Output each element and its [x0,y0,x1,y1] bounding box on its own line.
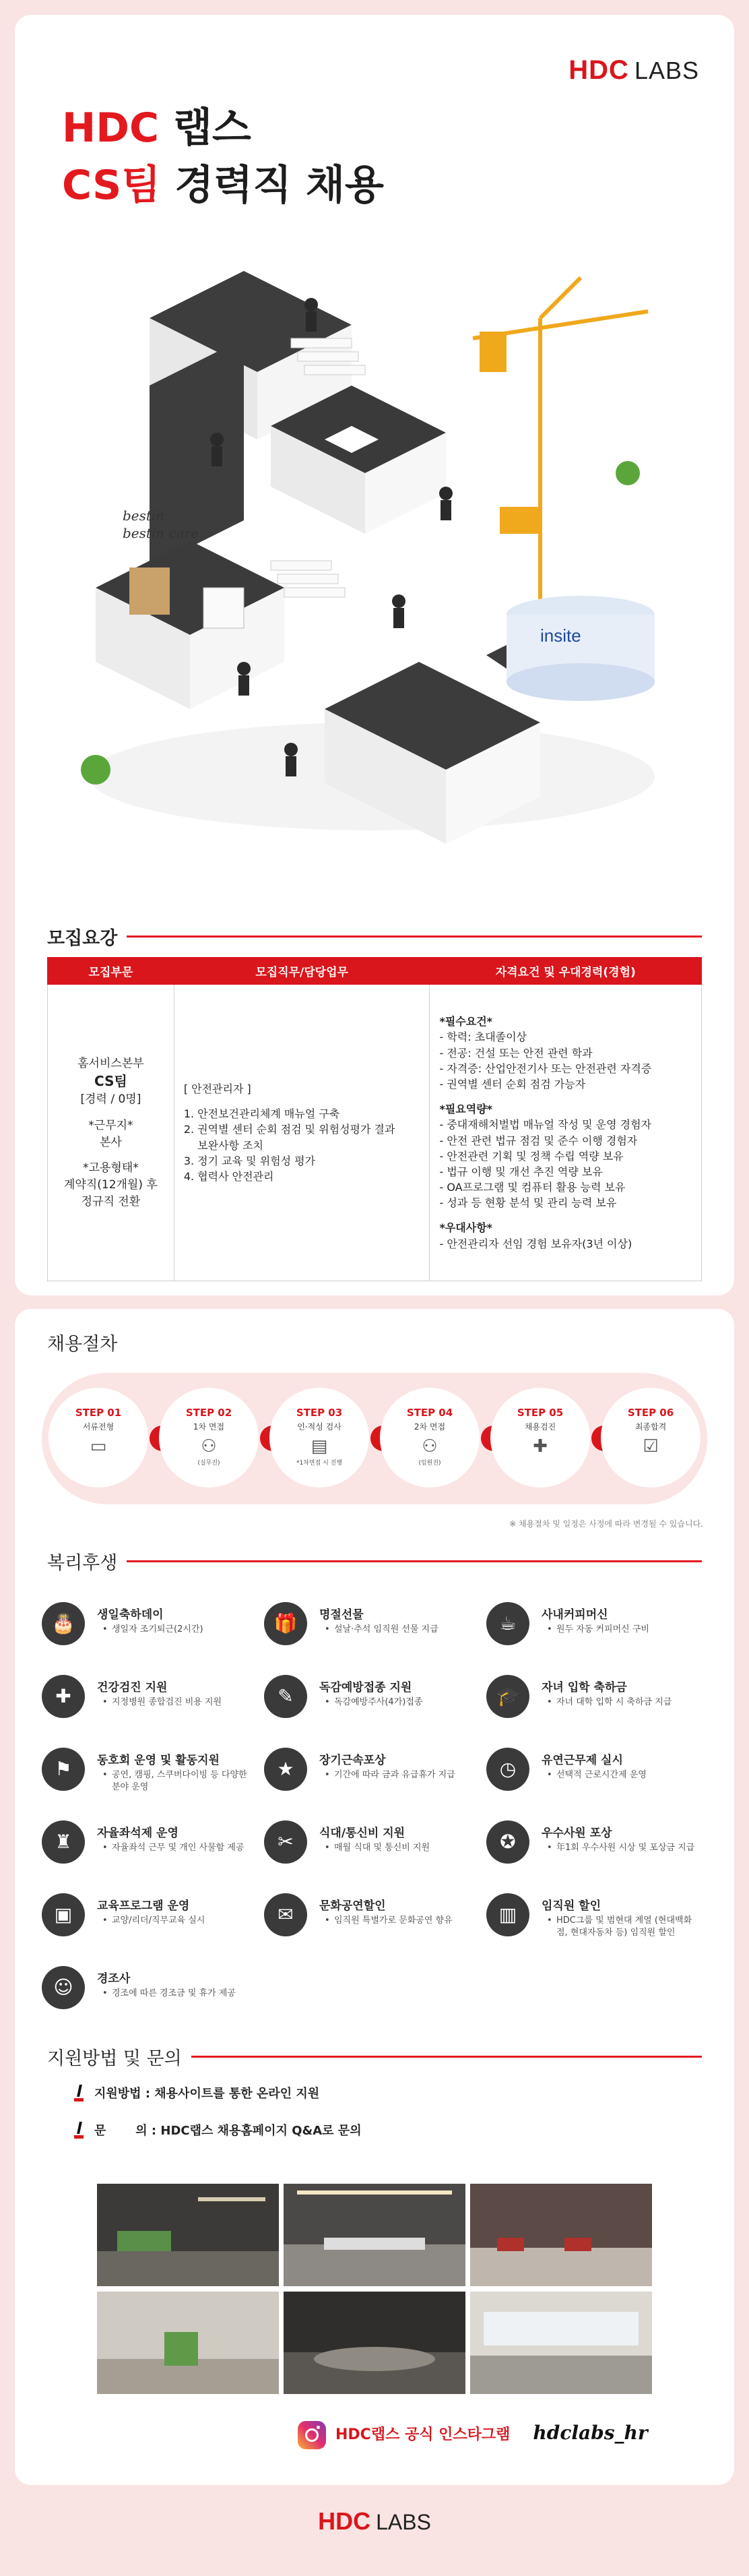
benefit-item: ✎ 독감예방접종 지원 • 독감예방주사(4가)접종 [264,1675,480,1733]
benefits-heading: 복리후생 [47,1548,702,1575]
benefit-item: ☕ 사내커피머신 • 원두 자동 커피머신 구비 [486,1602,702,1660]
office-photo-cafe [470,2184,652,2286]
vaccine-icon: ✎ [264,1675,307,1718]
interview-icon: ⚇ [422,1436,438,1456]
process-step: STEP 03 인·적성 검사 ▤ *1차면접 시 진행 [269,1388,369,1488]
marker-icon [74,2122,85,2141]
page-title-line1: HDC 랩스 [62,104,251,152]
medical-icon: ✚ [533,1436,548,1456]
benefit-item: 🎁 명절선물 • 설날·추석 임직원 선물 지급 [264,1602,480,1660]
office-photos [97,2184,652,2394]
brand-logo-bottom: HDC LABS [318,2507,431,2535]
benefit-item: ✚ 건강검진 지원 • 지정병원 종합검진 비용 지원 [42,1675,257,1733]
benefit-item: ✂ 식대/통신비 지원 • 매월 식대 및 통신비 지원 [264,1820,480,1878]
instagram-icon [298,2421,326,2449]
process-step: STEP 06 최종합격 ☑ [601,1388,701,1488]
office-photo-lounge [97,2184,279,2286]
office-photo-meeting [284,2184,465,2286]
table-row [48,985,702,1281]
award-icon: ★ [264,1748,307,1791]
benefit-item: ✪ 우수사원 포상 • 年1회 우수사원 시상 및 포상금 지급 [486,1820,702,1878]
dept-cell: 홈서비스본부 CS팀 [경력 / 0명] *근무지* 본사 *고용형태* 계약직(12개월) 후 정규직 전환 [48,985,174,1281]
apply-method: 지원방법 : 채용사이트를 통한 온라인 지원 [74,2084,319,2104]
process-steps [42,1373,707,1504]
col-header-qual: 자격요건 및 우대경력(경험) [430,958,702,985]
col-header-duty: 모집직무/담당업무 [174,958,430,985]
graduation-icon: 🎓 [486,1675,529,1718]
process-heading: 채용절차 [47,1329,127,1356]
medal-icon: ✪ [486,1820,529,1864]
benefit-item: 🎓 자녀 입학 축하금 • 자녀 대학 입학 시 축하금 지급 [486,1675,702,1733]
coffee-icon: ☕ [486,1602,529,1645]
meal-icon: ✂ [264,1820,307,1864]
brand-logo-top: HDC LABS [568,55,699,85]
gift-icon: 🎁 [264,1602,307,1645]
office-photo-workspace [470,2292,652,2394]
club-icon: ⚑ [42,1748,85,1791]
office-photo-conference [284,2292,465,2394]
duty-cell: [ 안전관리자 ] 1. 안전보건관리체계 매뉴얼 구축 2. 권역별 센터 순회 점검 및 위험성평가 결과 보완사항 조치 3. 정기 교육 및 위험성 평가 4. 협력사 안전관리 [174,985,430,1281]
logo-bestin-care: bestin care [123,525,199,541]
health-icon: ✚ [42,1675,85,1718]
benefit-item: ✉ 문화공연할인 • 임직원 특별가로 문화공연 향유 [264,1893,480,1951]
building-icon: ▥ [486,1893,529,1936]
education-icon: ▣ [42,1893,85,1936]
benefit-item: ▣ 교육프로그램 운영 • 교양/리더/직무교육 실시 [42,1893,257,1951]
interview-icon: ⚇ [201,1436,217,1456]
process-step: STEP 02 1차 면접 ⚇ (실무진) [159,1388,259,1488]
col-header-dept: 모집부문 [48,958,174,985]
apply-heading: 지원방법 및 문의 [47,2044,702,2071]
recruit-heading: 모집요강 [47,923,702,950]
info-card [15,1309,734,2485]
process-note: ※ 채용절차 및 일정은 사정에 따라 변경될 수 있습니다. [509,1519,703,1529]
cake-icon: 🎂 [42,1602,85,1645]
qual-cell: *필수요건* - 학력: 초대졸이상 - 전공: 건설 또는 안전 관련 학과 - 자격증: 산업안전기사 또는 안전관련 자격증 - 권역별 센터 순회 점검 가능자 *필요역량* - 중대재해처벌법 매뉴얼 작성 및 운영 경험자 - 안전 관련 법규 점검 및 준수 이행 경험자 - 안전관련 기획 및 정책 수립 역량 보유 - 법규 이행 및 개선 추진 역량 보유 - OA프로그램 및 컴퓨터 활용 능력 보유 - 성과 등 현황 분석 및 관리 능력 보유 *우대사항* - 안전관리자 선임 경험 보유자(3년 이상) [430,985,702,1281]
marker-icon [74,2085,85,2104]
table-header-row [48,958,702,985]
pass-icon: ☑ [643,1436,659,1456]
process-step: STEP 01 서류전형 ▭ [48,1388,148,1488]
benefit-item: ♜ 자율좌석제 운영 • 자율좌석 근무 및 개인 사물함 제공 [42,1820,257,1878]
apply-contact: 문 의 : HDC랩스 채용홈페이지 Q&A로 문의 [74,2121,362,2141]
benefit-item: ◷ 유연근무제 실시 • 선택적 근로시간제 운영 [486,1748,702,1806]
recruit-card [15,15,734,1295]
office-photo-hall [97,2292,279,2394]
hero-illustration [69,237,675,878]
process-step: STEP 04 2차 면접 ⚇ (임원진) [380,1388,480,1488]
benefit-item: ▥ 임직원 할인 • HDC그룹 및 범현대 계열 (현대백화점, 현대자동차 등) 임직원 할인 [486,1893,702,1951]
seat-icon: ♜ [42,1820,85,1864]
letter-b-block [96,541,284,709]
crane-illustration [473,278,648,615]
logo-bestin: bestin [123,508,165,524]
family-icon: ☺ [42,1966,85,2009]
ticket-icon: ✉ [264,1893,307,1936]
benefit-item: ★ 장기근속포상 • 기간에 따라 금과 유급휴가 지급 [264,1748,480,1806]
instagram-link[interactable]: HDC랩스 공식 인스타그램 hdclabs_hr [298,2421,648,2449]
benefit-item: ☺ 경조사 • 경조에 따른 경조금 및 휴가 제공 [42,1966,257,2024]
logo-insite: insite [540,625,581,646]
recruit-table [47,957,702,1281]
page-title-line2: CS팀 경력직 채용 [62,162,384,209]
clock-icon: ◷ [486,1748,529,1791]
process-step: STEP 05 채용검진 ✚ [490,1388,590,1488]
document-icon: ▭ [90,1436,107,1456]
benefit-item: ⚑ 동호회 운영 및 활동지원 • 공연, 캠핑, 스쿠버다이빙 등 다양한 분야 운영 [42,1748,257,1806]
test-icon: ▤ [311,1436,328,1456]
benefit-item: 🎂 생일축하데이 • 생일자 조기퇴근(2시간) [42,1602,257,1660]
